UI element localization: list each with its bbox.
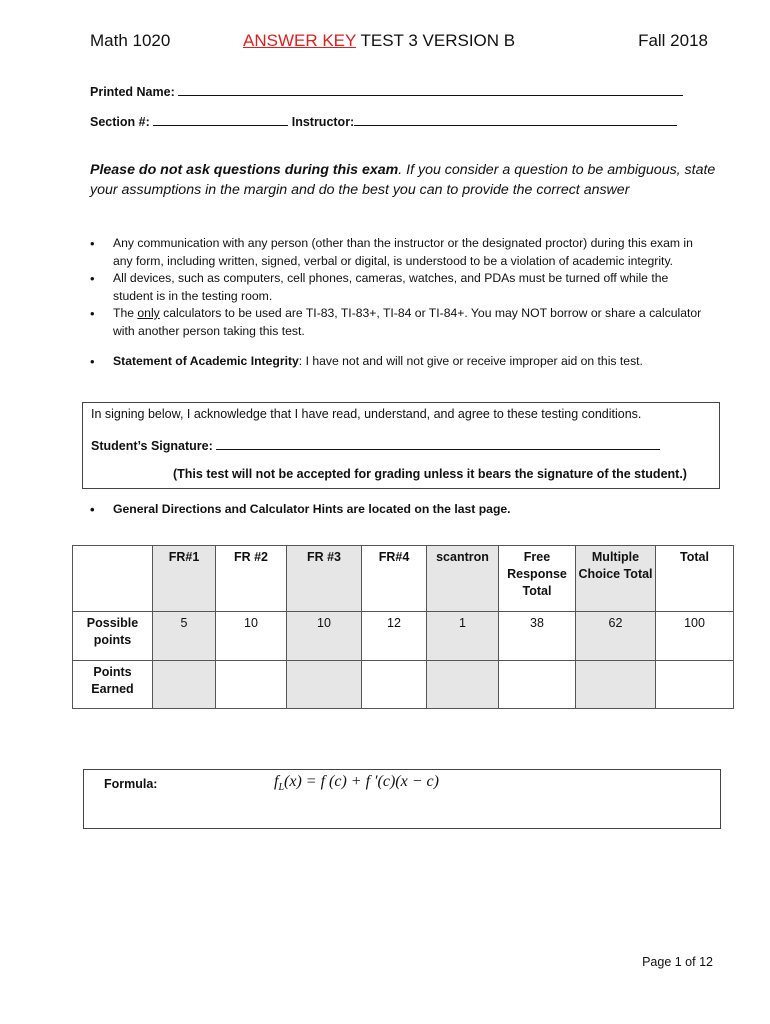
earned-fr3[interactable] <box>287 661 362 709</box>
earned-fr4[interactable] <box>362 661 427 709</box>
possible-free-response-total: 38 <box>499 612 576 661</box>
instructor-line[interactable] <box>354 113 677 126</box>
possible-fr1: 5 <box>153 612 216 661</box>
earned-total[interactable] <box>656 661 734 709</box>
score-corner-cell <box>73 546 153 612</box>
score-table <box>72 545 734 709</box>
formula-rhs: (x) = f (c) + f ′(c)(x − c) <box>284 773 439 790</box>
header-fr4: FR#4 <box>362 546 427 612</box>
formula-box <box>83 769 721 829</box>
points-earned-row <box>73 661 734 709</box>
test-version: TEST 3 VERSION B <box>360 31 516 50</box>
possible-fr3: 10 <box>287 612 362 661</box>
course-title: Math 1020 <box>90 31 171 50</box>
rule-directions: • General Directions and Calculator Hints are located on the last page. <box>90 501 710 519</box>
rule-calculators-a: The <box>113 306 138 320</box>
header-fr2: FR #2 <box>216 546 287 612</box>
possible-points-row <box>73 612 734 661</box>
rule-calculators <box>90 305 710 340</box>
rules-list <box>90 235 710 371</box>
section-line[interactable] <box>153 113 288 126</box>
acknowledgement-text: In signing below, I acknowledge that I have read, understand, and agree to these testing conditions. <box>91 407 642 421</box>
rules-list-2 <box>90 501 710 519</box>
possible-fr2: 10 <box>216 612 287 661</box>
signature-box <box>82 402 720 489</box>
score-header-row <box>73 546 734 612</box>
formula-lhs-f: f <box>274 773 279 790</box>
term: Fall 2018 <box>638 31 708 50</box>
earned-multiple-choice-total[interactable] <box>576 661 656 709</box>
header-fr1: FR#1 <box>153 546 216 612</box>
possible-points-label: Possible points <box>73 612 153 661</box>
rule-calculators-b: calculators to be used are TI-83, TI-83+, TI-84 or TI-84+. You may NOT borrow or share a calculator with another person taking this test. <box>113 306 702 338</box>
section-instructor-fields <box>90 113 677 129</box>
page-number: Page 1 of 12 <box>642 955 713 969</box>
exam-notice <box>90 160 725 200</box>
formula-expression <box>274 773 439 793</box>
printed-name-field[interactable] <box>90 83 683 99</box>
instructor-label: Instructor: <box>291 115 355 129</box>
printed-name-line[interactable] <box>178 83 683 96</box>
possible-multiple-choice-total: 62 <box>576 612 656 661</box>
possible-total: 100 <box>656 612 734 661</box>
formula-lhs-sub: L <box>278 782 285 794</box>
notice-rest: . If you consider a question to be ambiguous, state your assumptions in the margin and do the best you can to provide the correct answer <box>90 162 716 198</box>
rule-devices: • All devices, such as computers, cell phones, cameras, watches, and PDAs must be turned off while the student is in the testing room. <box>90 270 710 305</box>
exam-title <box>243 31 515 51</box>
integrity-text: : I have not and will not give or receive improper aid on this test. <box>298 354 643 368</box>
signature-field[interactable] <box>91 437 660 453</box>
formula-label: Formula: <box>104 777 158 791</box>
points-earned-label: Points Earned <box>73 661 153 709</box>
earned-fr2[interactable] <box>216 661 287 709</box>
possible-fr4: 12 <box>362 612 427 661</box>
rule-integrity <box>90 353 710 371</box>
printed-name-label: Printed Name: <box>90 85 175 99</box>
header-multiple-choice-total: Multiple Choice Total <box>576 546 656 612</box>
section-label: Section #: <box>90 115 150 129</box>
header-fr3: FR #3 <box>287 546 362 612</box>
header-free-response-total: Free Response Total <box>499 546 576 612</box>
header-total: Total <box>656 546 734 612</box>
signature-note: (This test will not be accepted for grading unless it bears the signature of the student.) <box>173 467 687 481</box>
earned-scantron[interactable] <box>427 661 499 709</box>
integrity-title: Statement of Academic Integrity <box>113 354 299 368</box>
rule-communication: • Any communication with any person (other than the instructor or the designated proctor) during this exam in any form, including written, signed, verbal or digital, is understood to be a violation of academic integrity. <box>90 235 710 270</box>
earned-fr1[interactable] <box>153 661 216 709</box>
signature-line[interactable] <box>216 437 660 450</box>
header-scantron: scantron <box>427 546 499 612</box>
earned-free-response-total[interactable] <box>499 661 576 709</box>
notice-bold: Please do not ask questions during this exam <box>90 162 399 178</box>
signature-label: Student’s Signature: <box>91 439 213 453</box>
rule-calculators-only: only <box>137 306 160 320</box>
answer-key-label: ANSWER KEY <box>243 31 357 50</box>
possible-scantron: 1 <box>427 612 499 661</box>
